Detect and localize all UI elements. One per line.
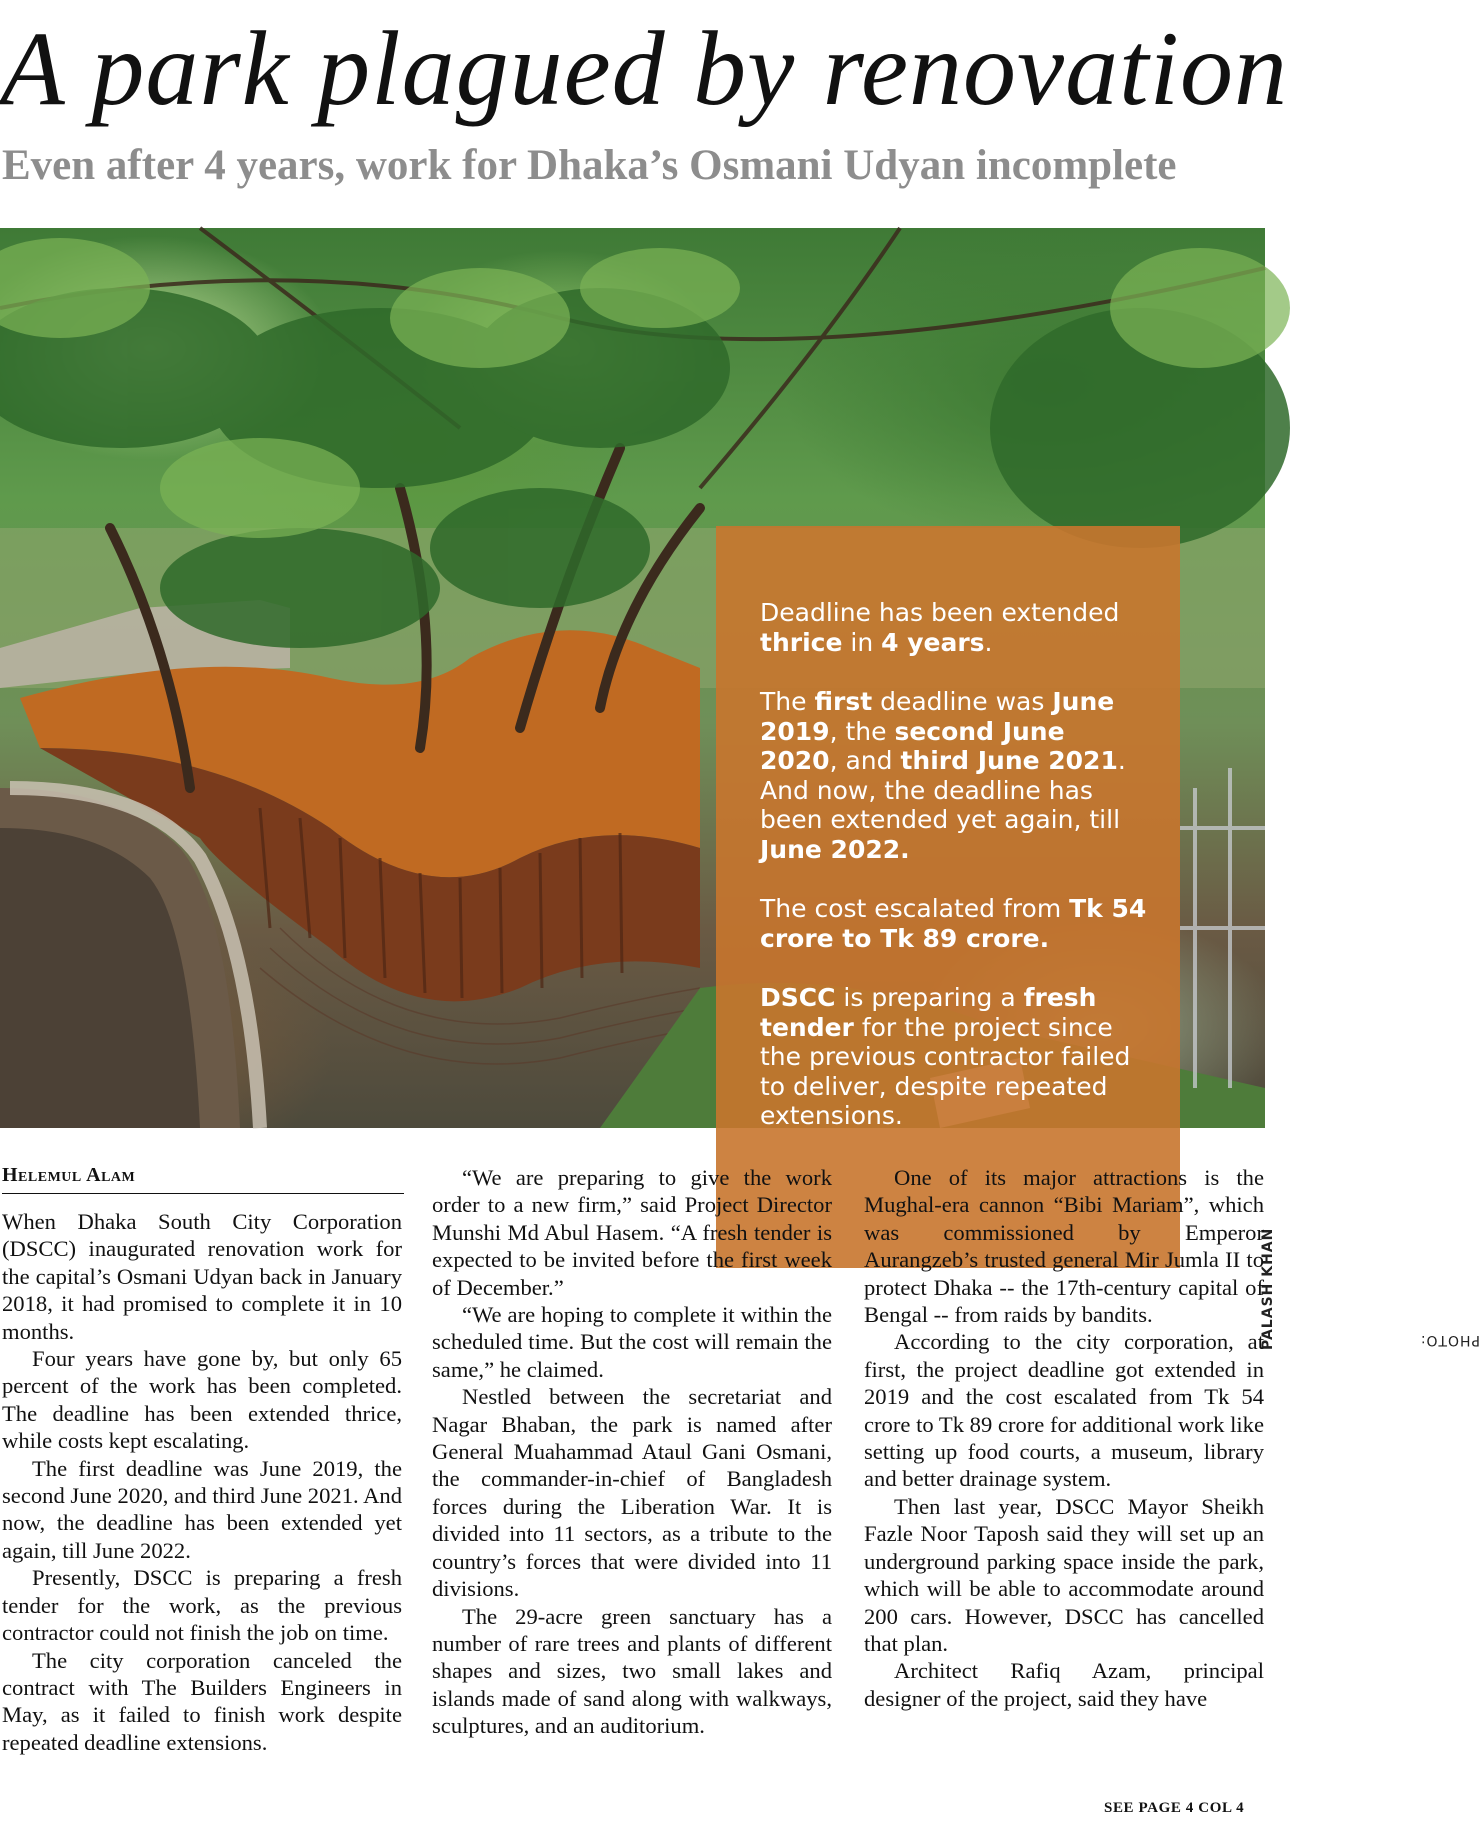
key-facts-box	[716, 526, 1180, 1268]
continuation-jump-line[interactable]: SEE PAGE 4 COL 4	[1104, 1800, 1245, 1816]
paragraph: Nestled between the secretariat and Nagar Bhaban, the park is named after General Muahammad Ataul Gani Osmani, the commander-in-chief of Bangladesh forces during the Liberation War. It is divided into 11 sectors, as a tribute to the country’s forces that were divided into 11 divisions.	[432, 1384, 832, 1602]
paragraph: The 29-acre green sanctuary has a number of rare trees and plants of different shapes and sizes, two small lakes and islands made of sand along with walkways, sculptures, and an auditorium.	[432, 1603, 832, 1739]
paragraph: Presently, DSCC is preparing a fresh tender for the work, as the previous contractor could not finish the job on time.	[2, 1565, 402, 1646]
paragraph: When Dhaka South City Corporation (DSCC) inaugurated renovation work for the capital’s Osmani Udyan back in January 2018, it had promised to complete it in 10 months.	[2, 1209, 402, 1344]
paragraph: Then last year, DSCC Mayor Sheikh Fazle Noor Taposh said they will set up an underground parking space inside the park, which will be able to accommodate around 200 cars. However, DSCC has cancelled that plan.	[864, 1493, 1264, 1656]
article-column-3	[864, 1164, 1264, 1712]
byline: Helemul Alam	[2, 1164, 404, 1194]
paragraph: Architect Rafiq Azam, principal designer of the project, said they have	[864, 1658, 1264, 1711]
article-column-2	[432, 1164, 832, 1740]
paragraph: According to the city corporation, at first, the project deadline got extended in 2019 and the cost escalated from Tk 54 crore to Tk 89 crore for additional work like setting up food courts, a museum, library and better drainage system.	[864, 1329, 1264, 1492]
fact-deadline-extended: Deadline has been extended thrice in 4 years.	[760, 598, 1120, 657]
subheadline: Even after 4 years, work for Dhaka’s Osmani Udyan incomplete	[2, 142, 1177, 189]
photo-credit: PHOTO: PALASH KHAN	[1260, 1227, 1480, 1350]
fact-cost: The cost escalated from Tk 54 crore to Tk 89 crore.	[760, 894, 1147, 953]
paragraph: The city corporation canceled the contract with The Builders Engineers in May, as it failed to finish work despite repeated deadline extensions.	[2, 1647, 402, 1755]
paragraph: Four years have gone by, but only 65 percent of the work has been completed. The deadline has been extended thrice, while costs kept escalating.	[2, 1346, 402, 1454]
paragraph: “We are hoping to complete it within the scheduled time. But the cost will remain the same,” he claimed.	[432, 1302, 832, 1382]
fact-fresh-tender: DSCC is preparing a fresh tender for the project since the previous contractor failed to deliver, despite repeated extensions.	[760, 983, 1131, 1130]
park-photo	[0, 228, 1265, 1128]
paragraph: “We are preparing to give the work order to a new firm,” said Project Director Munshi Md Abul Hasem. “A fresh tender is expected to be invited before the first week of December.”	[432, 1165, 832, 1300]
fact-deadlines: The first deadline was June 2019, the second June 2020, and third June 2021. And now, the deadline has been extended yet again, till June 2022.	[760, 687, 1126, 864]
headline: A park plagued by renovation	[0, 10, 1288, 127]
article-column-1	[2, 1208, 402, 1756]
paragraph: One of its major attractions is the Mughal-era cannon “Bibi Mariam”, which was commissioned by Emperor Aurangzeb’s trusted general Mir Jumla II to protect Dhaka -- the 17th-century capital of Bengal -- from raids by bandits.	[864, 1165, 1264, 1328]
paragraph: The first deadline was June 2019, the second June 2020, and third June 2021. And now, the deadline has been extended yet again, till June 2022.	[2, 1455, 402, 1563]
